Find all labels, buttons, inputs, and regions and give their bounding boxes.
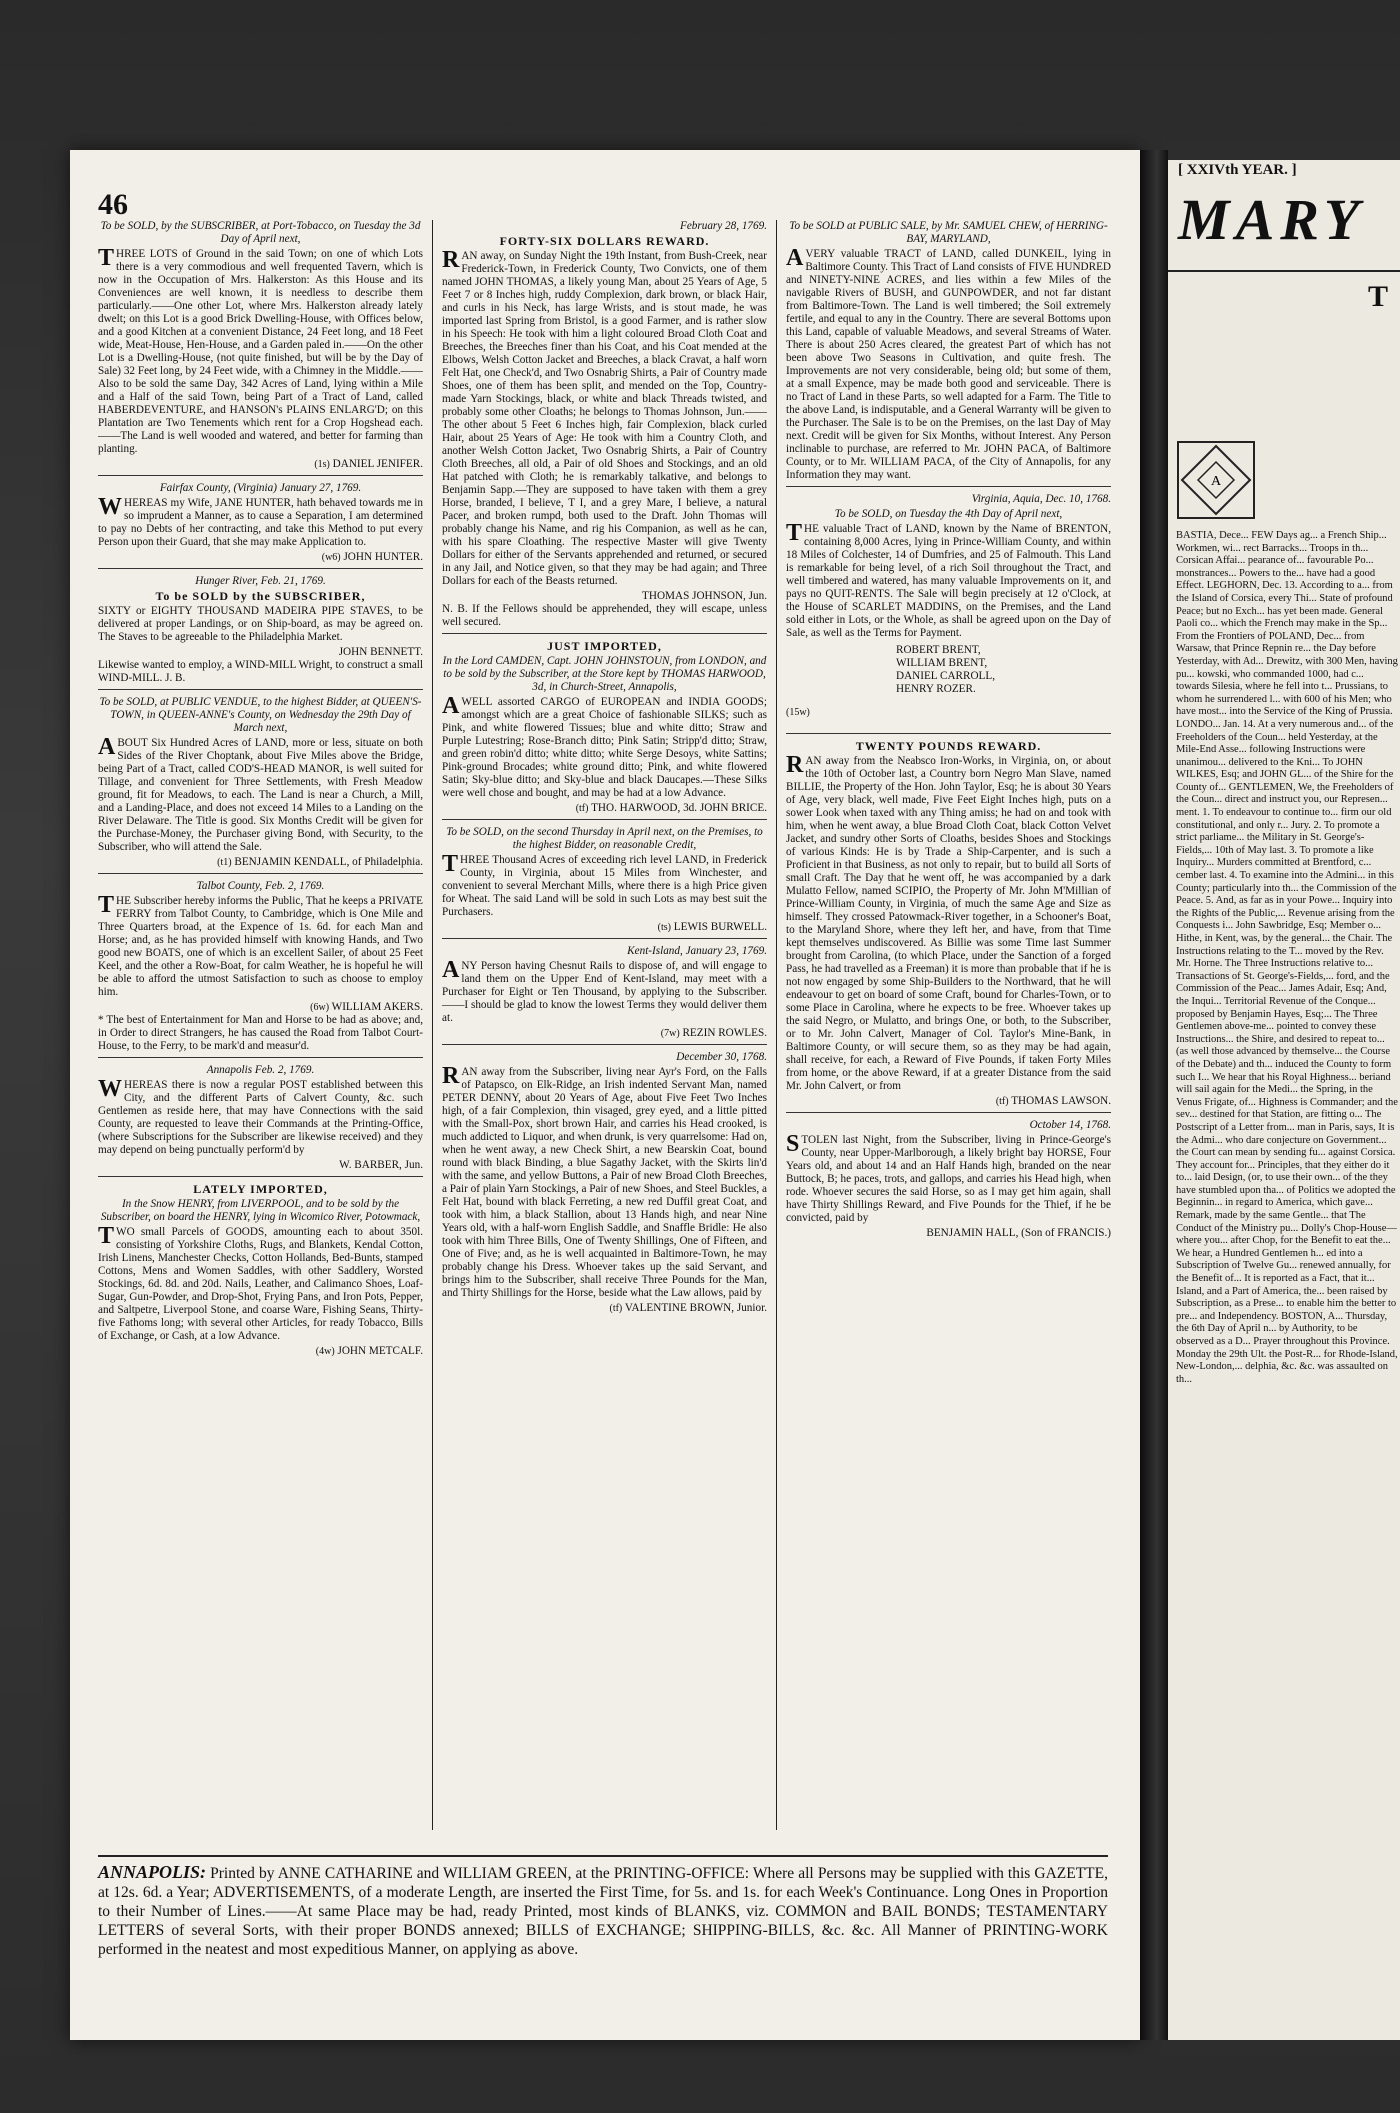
ad-port-tobacco <box>98 220 423 476</box>
ad-just-imported <box>442 640 767 820</box>
ad-body: THREE LOTS of Ground in the said Town; on one of which Lots there is a very commodious and well frequented Tavern, which is now in the Occupation of Mrs. Halkerston: As this House and its Conveniences are well known, it is needless to describe them particularly.——One other Lot, where Mrs. Halkerston already lately dwelt; on this Lot is a good Brick Dwelling-House, with Offices below, and a good Kitchen at a convenient Distance, 24 Feet long, and 18 Feet wide, Meat-House, Hen-House, and a Garden paled in.——On the other Lot is a Dwelling-House, (not quite finished, but will be by the Day of Sale) 32 Feet long, by 24 Feet wide, with a Chimney in the Middle.——Also to be sold the same Day, 342 Acres of Land, lying within a Mile and a Half of the said Town, being Part of a Tract of Land, called HABERDEVENTURE, and HANSON's PLAINS ENLARG'D; on this Plantation are Two Tenements which rent for a Crop Hogshead each.——The Land is well wooded and watered, and better for farming than planting. <box>98 245 423 455</box>
ad-heading: Kent-Island, January 23, 1769. <box>627 945 767 957</box>
ad-code: (6w) <box>310 1002 330 1013</box>
ad-heading: To be SOLD, at PUBLIC VENDUE, to the highest Bidder, at QUEEN'S-TOWN, in QUEEN-ANNE's County, on Wednesday the 29th Day of March next, <box>99 696 422 734</box>
ad-note: N. B. If the Fellows should be apprehended, they will escape, unless well secured. <box>442 603 767 628</box>
ad-body: WHEREAS my Wife, JANE HUNTER, hath behaved towards me in so imprudent a Manner, as to cause a Separation, I am determined to pay no Debts of her contracting, and take this Method to put every Person upon their Guard, that she may make Application to. <box>98 494 423 548</box>
ad-chesnut-rails <box>442 945 767 1045</box>
ad-title: JUST IMPORTED, <box>547 639 662 653</box>
svg-text:A: A <box>1210 474 1222 489</box>
ad-code: (4w) <box>315 1346 335 1357</box>
ad-private-ferry <box>98 880 423 1058</box>
ad-body: RAN away, on Sunday Night the 19th Instant, from Bush-Creek, near Frederick-Town, in Frederick County, Two Convicts, one of them named JOHN THOMAS, a likely young Man, about 25 Years of Age, 5 Feet 7 or 8 Inches high, ruddy Complexion, dark brown, or black Hair, and curls in his Neck, has large Wrists, and is stout made, he was imported last Spring from Bristol, is a good Farmer, and is rather slow in his Speech: He took with him a light coloured Broad Cloth Coat and Breeches, the Breeches finer than his Coat, and his Coat mended at the Elbows, Welsh Cotton Jacket and Breeches, a black Cravat, a half worn Felt Hat, one Check'd, and Two Osnabrig Shirts, a Pair of Country made Shoes, one of them has been split, and mended on the Top, Country-made Yarn Stockings, black, or white and black Threads twisted, and probably some other Cloaths; he belongs to Thomas Johnson, Jun.——The other about 5 Feet 6 Inches high, fair Complexion, black curled Hair, about 25 Years of Age: He took with him a Country Cloth, and another Welsh Cotton Jacket, Two Osnabrig Shirts, a Pair of Country Cloth Breeches, all old, a Pair of old Shoes and Stockings, and an old Hat patched with Cloth; he is remarkably talkative, and belongs to Benjamin Sapp.—They are supposed to have taken with them a grey Horse, branded, I believe, T I, and a grey Mare, I believe, a natural Pacer, and broken rumpd, both used to the Draft. John Thomas will probably change his Name, and rig his Companion, as well as he can, with his spare Cloathing. The respective Master will give Twenty Dollars for either of the Servants apprehended and returned, or secured in any Jail, and Notice given, so that they may be had again; and Three Dollars for each of the Beasts returned. <box>442 247 767 587</box>
ad-signer: REZIN ROWLES. <box>682 1027 767 1039</box>
ad-signature <box>442 1302 767 1315</box>
ad-heading: Annapolis Feb. 2, 1769. <box>206 1064 315 1076</box>
ad-body: SIXTY or EIGHTY THOUSAND MADEIRA PIPE STAVES, to be delivered at proper Landings, or on Ship-board, as may be agreed on. The Staves to be agreeable to the Philadelphia Market. <box>98 605 423 643</box>
ad-signer: JOHN BENNETT. <box>338 646 423 658</box>
ad-jane-hunter <box>98 482 423 569</box>
ad-body: THE Subscriber hereby informs the Public, That he keeps a PRIVATE FERRY from Talbot County, to Cambridge, which is One Mile and Three Quarters broad, at the Expence of 1s. 6d. for each Man and Horse; and, as he has provided himself with knowing Hands, and Two good new BOATS, one of which is an excellent Sailer, of about 25 Feet Keel, and the other a Row-Boat, for calm Weather, he is hopeful he will be able to afford the utmost Satisfaction to such as choose to employ him. <box>98 892 423 998</box>
ad-signer: DANIEL JENIFER. <box>332 458 423 470</box>
ad-signature <box>98 458 423 471</box>
ad-code: (tf) <box>609 1303 623 1314</box>
ad-body: AWELL assorted CARGO of EUROPEAN and INDIA GOODS; amongst which are a great Choice of fashionable SILKS; such as Pink, and white flowered Tissues; blue and white ditto; Straw and Purple Lutestring; Rose-Branch ditto; Pink Satin; Stripp'd ditto; Straw, and green robin'd ditto; white ditto; white Serge Desoys, white Sattins; Pink-ground Brocades; white ground ditto; Pink, and white flowered Satin; Sky-blue ditto; and Sky-blue and black Daucapes.—These Silks were well chose and bought, and may be had at a low Advance. <box>442 693 767 799</box>
ad-forty-six-dollars <box>442 220 767 634</box>
ad-body: RAN away from the Neabsco Iron-Works, in Virginia, on, or about the 10th of October last, a Country born Negro Man Slave, named BILLIE, the Property of the Hon. John Taylor, Esq; he is about 30 Years of Age, very black, well made, Five Feet Eight Inches high, puts on a sower Look when taxed with any Thing amiss; he had on and took with him, when he went away, a blue Broad Cloth Coat, black Cotton Velvet Jacket, and sundry other Sorts of Cloaths, besides Shoes and Stockings of various Kinds: He is by Trade a Ship-Carpenter, and is such a Proficient in that Business, as not only to repair, but to build all Sorts of small Craft. The Day that he went off, he was accompanied by a dark Mulatto Fellow, named SCIPIO, the Property of Mr. John M'Millian of Prince-William County, in Virginia, of much the same Age and Size as himself. They crossed Patowmack-River together, in a Schooner's Boat, to the Maryland Shore, where they left her, and have, from that Time kept themselves undiscovered. As Billie was some Time last Summer brought from Carolina, (to which Place, under the Sanction of a forged Pass, he had travelled as a Freeman) it is more than probable that if he is not now engaged by some Ship-Builders to the Northward, that he will endeavour to get on board of some Craft, bound for Charles-Town, or to some Place in Carolina, where he expects to be free. Whoever takes up the said Negro, or Mulatto, and brings One, or both, to the Subscriber, or to Mr. John Calvert, Manager of Col. Taylor's Mine-Bank, in Baltimore County, or will secure them, so as they may be had again, shall receive, for each, a Reward of Five Pounds, if taken Forty Miles from home, or the above Reward, if at a greater Distance from the said Mr. John Calvert, or from <box>786 752 1111 1092</box>
ad-signature <box>98 1001 423 1014</box>
ad-note: Likewise wanted to employ, a WIND-MILL Wright, to construct a small WIND-MILL. J. B. <box>98 659 423 684</box>
ad-body: AVERY valuable TRACT of LAND, called DUNKEIL, lying in Baltimore County. This Tract of Land consists of FIVE HUNDRED and NINETY-NINE ACRES, and lies within a few Miles of the navigable Rivers of BUSH, and GUNPOWDER, and not far distant from Baltimore-Town. The Land is well timbered; the Soil extremely fertile, and equal to any in the Country. There are several Bottoms upon this Land, capable of valuable Meadows, and several Streams of Water. There is about 250 Acres cleared, the greatest Part of which has not been above Two Seasons in Cultivation, and quite fresh. The Improvements are not very considerable, being old; but some of them, at a small Expence, may be made both good and serviceable. There is no Tract of Land in these Parts, so well adapted for a Farm. The Title to the above Land, is indisputable, and a General Warranty will be given to the Purchaser. The Sale is to be on the Premises, on the last Day of May next. Credit will be given for Six Months, without Interest. Any Person inclinable to purchase, are referred to Mr. JOHN PACA, of Baltimore County, or to Mr. WILLIAM PACA, of the City of Annapolis, for any Information they may want. <box>786 245 1111 481</box>
ad-public-vendue <box>98 696 423 874</box>
ad-body: RAN away from the Subscriber, living near Ayr's Ford, on the Falls of Patapsco, on Elk-Ridge, an Irish indented Servant Man, named PETER DENNY, about 20 Years of Age, about Five Feet Two Inches high, of a fair Complexion, thin visaged, grey eyed, and a little pitted with the Small-Pox, short brown Hair, and carries his Head crooked, is much addicted to Liquor, and when drunk, is very quarrelsome: Had on, when he went away, a new Check Shirt, a new Bearskin Coat, bound round with black Binding, a blue Sagathy Jacket, with the Skirts lin'd with the same, and yellow Buttons, a Pair of new Broad Cloth Breeches, a Pair of plain Yarn Stockings, a Pair of new Shoes, and Steel Buckles, a Felt Hat, bound with black Ferreting, a new red Duffil great Coat, and took with him, a black Stallion, about 13 Hands high, and near Nine Years old, with a half-worn English Saddle, and Snaffle Bridle: He also took with him Three Bills, One of Twenty Shillings, One of Fifteen, and One of Five; and, as he is well acquainted in Baltimore-Town, he may probably change his Dress. Whoever takes up the said Servant, and brings him to the Subscriber, shall receive Three Pounds for the Man, and Thirty Shillings for the Horse, beside what the Law allows, paid by <box>442 1063 767 1299</box>
ad-signature <box>98 1345 423 1358</box>
ad-signer: VALENTINE BROWN, Junior. <box>624 1302 767 1314</box>
masthead-letter: T <box>1368 280 1389 313</box>
ad-code: (15w) <box>786 707 810 718</box>
ad-signer: BENJAMIN KENDALL, of Philadelphia. <box>234 856 423 868</box>
ad-body: TWO small Parcels of GOODS, amounting each to about 350l. consisting of Yorkshire Cloths, Rugs, and Blankets, Kendal Cotton, Irish Linens, Manchester Checks, Cotton Hollands, Bed-Bunts, stamped Cottons, Mens and Women Saddles, with other Saddlery, Worsted Stockings, 6d. 8d. and 20d. Nails, Leather, and Calimanco Shoes, Loaf-Sugar, Gun-Powder, and Drop-Shot, Frying Pans, and Iron Pots, Pepper, and Saltpetre, Liverpool Stone, and coarse Ware, Fishing Seans, Thirty-five Fathoms long; with several other Articles, for ready Tobacco, Bills of Exchange, or Cash, at a low Advance. <box>98 1223 423 1342</box>
ad-signers <box>896 644 1111 696</box>
ad-heading: To be SOLD at PUBLIC SALE, by Mr. SAMUEL CHEW, of HERRING-BAY, MARYLAND, <box>789 220 1108 245</box>
ad-signer: THOMAS JOHNSON, Jun. <box>642 590 767 602</box>
ad-signature <box>442 921 767 934</box>
ad-body: STOLEN last Night, from the Subscriber, living in Prince-George's County, near Upper-Marlborough, a likely bright bay HORSE, Four Years old, and about 14 and an Half Hands high, branded on the near Buttock, B; he paces, trots, and gallops, and carries his Head high, when rode. Whoever secures the said Horse, so as I may get him again, shall have Thirty Shillings Reward, and Five Pounds for the Thief, if he be convicted, paid by <box>786 1131 1111 1224</box>
ad-calvert-post <box>98 1064 423 1177</box>
ad-heading: To be SOLD, on the second Thursday in April next, on the Premises, to the highest Bidder, on reasonable Credit, <box>446 826 763 851</box>
ad-code: (t1) <box>217 857 232 868</box>
newspaper-page <box>70 150 1140 2040</box>
ad-code: (tf) <box>575 803 589 814</box>
signer-name: HENRY ROZER. <box>896 683 976 695</box>
ad-signer: BENJAMIN HALL, (Son of FRANCIS.) <box>926 1227 1111 1239</box>
ad-lately-imported <box>98 1183 423 1362</box>
signer-name: WILLIAM BRENT, <box>896 657 988 669</box>
masthead-rule <box>1168 270 1400 272</box>
diamond-emblem-icon <box>1176 440 1256 520</box>
ad-heading: February 28, 1769. <box>679 220 767 232</box>
ad-body: THREE Thousand Acres of exceeding rich level LAND, in Frederick County, in Virginia, about 15 Miles from Winchester, and convenient to several Merchant Mills, where there is a high Price given for Wheat. The said Land will be sold in such Lots as may best suit the Purchasers. <box>442 851 767 918</box>
ad-twenty-pounds <box>786 740 1111 1113</box>
ad-code: (tf) <box>995 1096 1009 1107</box>
imprint-text: Printed by ANNE CATHARINE and WILLIAM GREEN, at the PRINTING-OFFICE: Where all Persons may be supplied with this GAZETTE, at 12s. 6d. a Year; ADVERTISEMENTS, of a moderate Length, are inserted the First Time, for 5s. and 1s. for each Week's Continuance. Long Ones in Proportion to their Number of Lines.——At same Place may be had, ready Printed, most kinds of BLANKS, viz. COMMON and BAIL BONDS; TESTAMENTARY LETTERS of several Sorts, with their proper BONDS annexed; BILLS of EXCHANGE; SHIPPING-BILLS, &c. &c. All Manner of PRINTING-WORK performed in the neatest and most expeditious Manner, on applying as above. <box>98 1865 1108 1958</box>
column-2 <box>442 220 767 1325</box>
year-header: [ XXIVth YEAR. ] <box>1178 162 1297 178</box>
ad-signer: JOHN METCALF. <box>337 1345 423 1357</box>
ad-heading: Fairfax County, (Virginia) January 27, 1769. <box>159 482 362 494</box>
ad-code: (w6) <box>321 552 341 563</box>
ad-code: (1s) <box>314 459 330 470</box>
ad-note: * The best of Entertainment for Man and Horse to be had as above; and, in Order to direct Strangers, he has caused the Road from Talbot Court-House, to the Ferry, to be mark'd and measur'd. <box>98 1014 423 1052</box>
ad-heading: In the Snow HENRY, from LIVERPOOL, and to be sold by the Subscriber, on board the HENRY, lying in Wicomico River, Potowmack, <box>100 1198 421 1223</box>
ad-body: THE valuable Tract of LAND, known by the Name of BRENTON, containing 8,000 Acres, lying in Prince-William County, and within 18 Miles of Colchester, 14 of Dumfries, and 25 of Falmouth. This Land is remarkable for being level, of a rich Soil throughout the Tract, and well timbered and watered, has many valuable Improvements on it, and pays no QUIT-RENTS. The Sale will begin precisely at 12 o'Clock, at the House of SCARLET MADDINS, on the Premises, and the Land sold either in Lots, or the Whole, as shall be agreed upon on the Day of Sale, as well as the Terms for Payment. <box>786 520 1111 639</box>
ad-title: FORTY-SIX DOLLARS REWARD. <box>499 234 710 248</box>
ad-heading: Hunger River, Feb. 21, 1769. <box>195 575 326 587</box>
ad-heading: Virginia, Aquia, Dec. 10, 1768. <box>971 493 1111 505</box>
column-rule <box>432 220 433 1830</box>
ad-body: WHEREAS there is now a regular POST established between this City, and the different Parts of Calvert County, &c. such Gentlemen as reside here, that may have Connections with the said County, are requested to leave their Commands at the Printing-Office, (where Subscriptions for the Subscriber are likewise received) and they may depend on being punctually perform'd by <box>98 1076 423 1156</box>
ad-signature <box>786 1095 1111 1108</box>
ad-peter-denny <box>442 1051 767 1319</box>
facing-page <box>1168 160 1400 2040</box>
ad-code: (7w) <box>660 1028 680 1039</box>
ad-body: ABOUT Six Hundred Acres of LAND, more or less, situate on both Sides of the River Choptank, about Five Miles above the Bridge, being Part of a Tract, called COD'S-HEAD MANOR, is well suited for Tillage, and convenient for Three Settlements, with Fresh Meadow ground, fit for Meadows, to each. The Land is near a Church, a Mill, and a Landing-Place, and does not exceed 14 Miles to a Landing on the River Delaware. The Title is good. Six Months Credit will be given for the Purchase-Money, the Purchaser giving Bond, with Security, to the Subscriber, who will attend the Sale. <box>98 734 423 853</box>
column-3 <box>786 220 1111 1250</box>
ad-heading: Talbot County, Feb. 2, 1769. <box>196 880 325 892</box>
ad-title: LATELY IMPORTED, <box>193 1182 328 1196</box>
ad-signature <box>98 551 423 564</box>
column-rule <box>776 220 777 1830</box>
ad-frederick-land <box>442 826 767 939</box>
signer-name: DANIEL CARROLL, <box>896 670 996 682</box>
ad-pipe-staves <box>98 575 423 690</box>
facing-page-text: BASTIA, Dece... FEW Days ag... a French Ship... Workmen, wi... rect Barracks... Troops in th... Corsican Affai... pearance of... favourable Po... monstrances... Powers to the... have had a good Effect. LEGHORN, Dec. 13. According to a... from the Island of Corsica, every Thi... State of profound Peace; but no Exch... has yet been made. General Paoli co... which the French may make in the Sp... From the Frontiers of POLAND, Dec... from Warsaw, that Prince Repnin re... the Day before Yesterday, with Ad... Drewitz, with 300 Men, having pu... kowski, who commanded 1000, had c... towards Silesia, where he fell into t... Prussians, to whom he surrendered l... with 600 of his Men; who have most... into the Service of the King of Prussia. LONDO... Jan. 14. At a very numerous and... of the Freeholders of the Coun... held Yesterday, at the Mile-End Asse... following Instructions were unanimou... delivered to the Kni... To JOHN WILKES, Esq; and JOHN GL... of the Shire for the County of... GENTLEMEN, We, the Freeholders of the Coun... direct and instruct you, our Represen... ment. 1. To endeavour to continue to... firm our old constitutional, and only r... Jury. 2. To promote a strict parliame... the Military in St. George's-Fields,... 10th of May last. 3. To promote a like Inquiry... Murders committed at Brentford, c... cember last. 4. To examine into the Admini... in this County; particularly into th... the Commission of the Peace. 5. And, as far as in your Powe... Inquiry into the Rights of the Public,... Revenue arising from the Conquests i... John Sawbridge, Esq; Member o... Hithe, in Kent, was, by the general... the Chair. The Instructions relating to the T... moved by the Rev. Mr. Horne. The Three Instructions relative to... Transactions of St. George's-Fields,... ford, and the Commission of the Peac... James Adair, Esq; And, the Inqui... Territorial Revenue of the Conque... proposed by Benjamin Hayes, Esq;... The Three Gentlemen above-me... pointed to convey these Instructions... the Shire, and desired to repeat to... (as well those advanced by themselve... the Course of the Debate) and th... induced the County to form such I... We hear that his Royal Highness... beriand will sail again for the Medi... the Spring, in the Venus Frigate, of... Highness is Commander; and the sev... destined for that Station, are fitting o... The Postscript of a Letter from... man in Paris, says, It is the Admi... who dare conjecture on Government... the Court can mean by sending fu... against Corsica. They account for... Principles, that they either do it to... laid Design, (or, to use their own... of the they have stumbled upon tha... of Politics we adopted the Beginnin... in regard to America, which gave... Remark, made by the same Gentle... that The Conduct of the Ministry pu... Dolly's Chop-House—where you... after Chop, for the Benefit to eat the... We hear, a Hundred Gentlemen h... ed into a Subscription of Twelve Gu... renewed annually, for the Benefit of... It is reported as a Fact, that it... Island, and a Part of America, the... been raised by Subscription, as a Prese... to enable him the better to pre... and Independency. BOSTON, A... Thursday, the 6th Day of April n... by Authority, to be observed as a D... Prayer throughout this Province. Monday the 29th Ult. the Post-R... for Rhode-Island, New-London,... delphia, &c. &c. was assaulted on th... <box>1176 530 1398 1385</box>
ad-signature <box>98 856 423 869</box>
ad-signer: W. BARBER, Jun. <box>339 1159 423 1171</box>
ad-heading: To be SOLD, by the SUBSCRIBER, at Port-Tobacco, on Tuesday the 3d Day of April next, <box>100 220 421 245</box>
ad-title: To be SOLD, on Tuesday the 4th Day of April next, <box>834 508 1063 520</box>
ad-signature <box>442 802 767 815</box>
imprint-place: ANNAPOLIS: <box>98 1862 207 1882</box>
ad-heading: In the Lord CAMDEN, Capt. JOHN JOHNSTOUN, from LONDON, and to be sold by the Subscriber, at the Store kept by THOMAS HARWOOD, 3d, in Church-Street, Annapolis, <box>442 655 767 693</box>
signer-name: ROBERT BRENT, <box>896 644 981 656</box>
printer-imprint <box>98 1855 1108 1959</box>
ad-stolen-horse <box>786 1119 1111 1244</box>
ad-dunkeil <box>786 220 1111 487</box>
ad-signer: THOMAS LAWSON. <box>1011 1095 1111 1107</box>
ad-signer: WILLIAM AKERS. <box>331 1001 423 1013</box>
ad-body: ANY Person having Chesnut Rails to dispose of, and will engage to land them on the Upper End of Kent-Island, may meet with a Purchaser for Eight or Ten Thousand, by applying to the Subscriber.——I should be glad to know the lowest Terms they would deliver them at. <box>442 957 767 1024</box>
page-number: 46 <box>98 188 128 221</box>
ad-code: (ts) <box>657 922 671 933</box>
ad-heading: October 14, 1768. <box>1029 1119 1111 1131</box>
ad-signature <box>442 1027 767 1040</box>
masthead: MARY <box>1178 187 1366 252</box>
ad-signer: JOHN HUNTER. <box>343 551 423 563</box>
book-gutter <box>1140 150 1168 2040</box>
ad-signer: THO. HARWOOD, 3d. JOHN BRICE. <box>591 802 767 814</box>
ad-heading: December 30, 1768. <box>676 1051 767 1063</box>
column-1 <box>98 220 423 1368</box>
ad-signer: LEWIS BURWELL. <box>673 921 767 933</box>
ad-brenton <box>786 493 1111 734</box>
ad-title: To be SOLD by the SUBSCRIBER, <box>155 589 366 603</box>
ad-title: TWENTY POUNDS REWARD. <box>855 739 1042 753</box>
